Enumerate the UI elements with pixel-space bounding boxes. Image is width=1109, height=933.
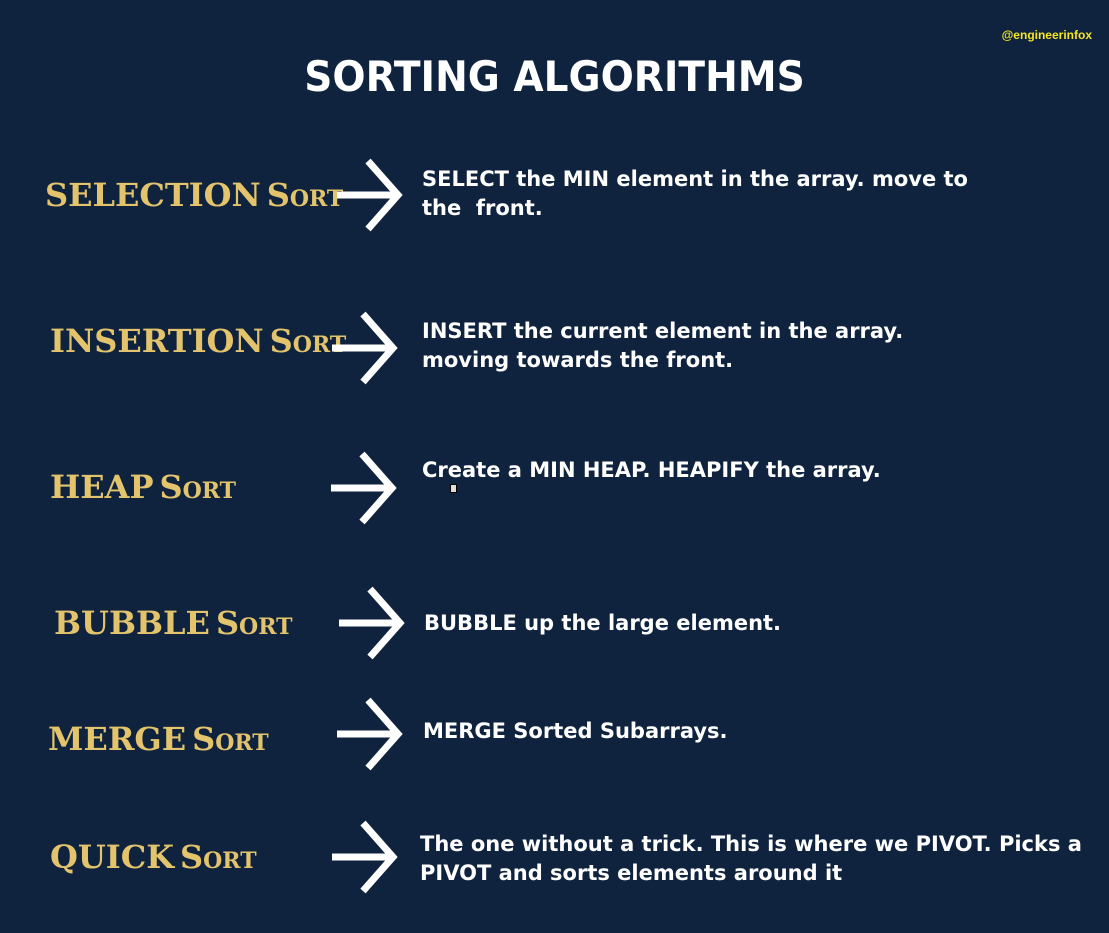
algorithm-name: [50, 468, 236, 506]
algorithm-suffix: Sort: [266, 176, 344, 214]
arrow-right-icon: [329, 819, 399, 895]
description-line: BUBBLE up the large element.: [424, 611, 782, 635]
description-line: MERGE Sorted Subarrays.: [423, 719, 728, 743]
algorithm-description: [423, 717, 728, 746]
algorithm-name-text: MERGE: [48, 720, 187, 758]
description-line: SELECT the MIN element in the array. move to: [422, 167, 968, 191]
algorithm-suffix: Sort: [192, 720, 269, 758]
algorithm-description: [422, 456, 881, 485]
arrow-right-icon: [334, 157, 404, 233]
description-line: INSERT the current element in the array.: [422, 319, 904, 343]
algorithm-name-text: SELECTION: [45, 176, 261, 214]
algorithm-suffix: Sort: [269, 322, 347, 360]
description-line: PIVOT and sorts elements around it: [420, 861, 843, 885]
algorithm-description: [422, 165, 968, 223]
arrow-right-icon: [334, 696, 404, 772]
description-line: Create a MIN HEAP. HEAPIFY the array.: [422, 458, 881, 482]
algorithm-suffix: Sort: [180, 838, 257, 876]
algorithm-name: [50, 322, 346, 360]
algorithm-name: [54, 604, 292, 642]
arrow-right-icon: [328, 450, 398, 526]
arrow-right-icon: [336, 585, 406, 661]
algorithm-description: [424, 609, 781, 638]
handle-label: @engineerinfox: [1001, 28, 1092, 42]
description-line: The one without a trick. This is where we PIVOT. Picks a: [420, 832, 1082, 856]
algorithm-suffix: Sort: [159, 468, 237, 506]
algorithm-name-text: INSERTION: [50, 322, 264, 360]
algorithm-name-text: QUICK: [50, 838, 175, 876]
placeholder-glyph-icon: [450, 484, 457, 493]
arrow-right-icon: [329, 310, 399, 386]
algorithm-name: [45, 176, 343, 214]
algorithm-name-text: BUBBLE: [54, 604, 210, 642]
algorithm-suffix: Sort: [215, 604, 293, 642]
algorithm-name: [50, 838, 257, 876]
algorithm-name-text: HEAP: [50, 468, 154, 506]
description-line: moving towards the front.: [422, 348, 734, 372]
algorithm-description: [420, 830, 1082, 888]
algorithm-name: [48, 720, 269, 758]
page-title: SORTING ALGORITHMS: [304, 52, 805, 101]
algorithm-description: [422, 317, 903, 375]
description-line: the front.: [422, 196, 543, 220]
